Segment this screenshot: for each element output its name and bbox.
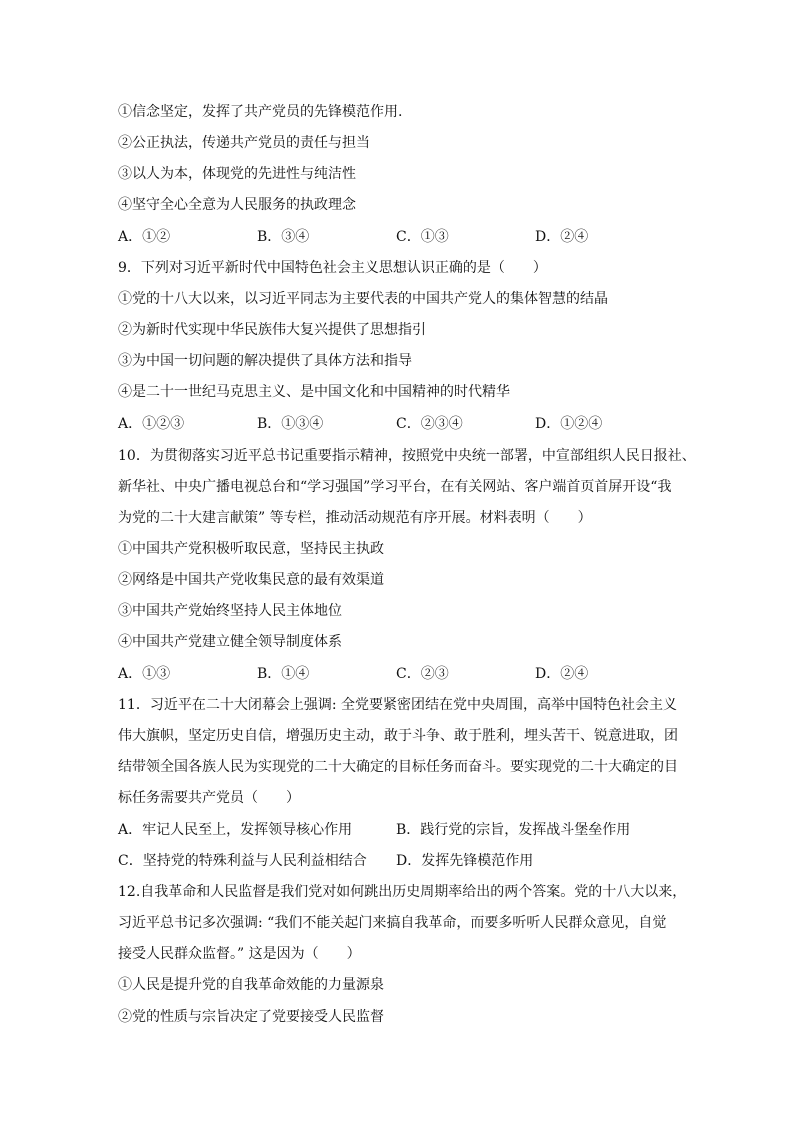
q8-option-a: A．①② (118, 229, 171, 245)
q8-options (118, 227, 678, 247)
q10-options (118, 664, 678, 684)
q12-item-1: ①人民是提升党的自我革命效能的力量源泉 (118, 977, 384, 993)
q11-options-row-1 (118, 820, 678, 840)
q8-item-3: ③以人为本，体现党的先进性与纯洁性 (118, 166, 356, 182)
q9-item-1: ①党的十八大以来，以习近平同志为主要代表的中国共产党人的集体智慧的结晶 (118, 291, 608, 307)
q12-stem-line-2: 习近平总书记多次强调: “我们不能关起门来搞自我革命，而要多听听人民群众意见，自觉 (118, 915, 667, 931)
q9-option-c: C．②③④ (396, 416, 463, 432)
q9-option-a: A．①②③ (118, 416, 185, 432)
q11-option-c: C．坚持党的特殊利益与人民利益相结合 (118, 853, 367, 869)
q9-item-2: ②为新时代实现中华民族伟大复兴提供了思想指引 (118, 322, 426, 338)
q9-stem: 9．下列对习近平新时代中国特色社会主义思想认识正确的是（ ） (118, 260, 547, 276)
q8-option-c: C．①③ (396, 229, 449, 245)
q11-option-d: D．发挥先锋模范作用 (396, 853, 534, 869)
q11-option-a: A．牢记人民至上，发挥领导核心作用 (118, 822, 353, 838)
q12-stem-line-3: 接受人民群众监督。” 这是因为（ ） (118, 946, 361, 962)
q9-options (118, 414, 678, 434)
q9-item-4: ④是二十一世纪马克思主义、是中国文化和中国精神的时代精华 (118, 384, 510, 400)
q10-item-1: ①中国共产党积极听取民意，坚持民主执政 (118, 541, 384, 557)
q10-option-b: B．①④ (257, 666, 310, 682)
q8-option-b: B．③④ (257, 229, 310, 245)
q10-stem-line-1: 10．为贯彻落实习近平总书记重要指示精神，按照党中央统一部署，中宣部组织人民日报社、 (118, 448, 696, 464)
q8-option-d: D．②④ (535, 229, 589, 245)
q8-item-2: ②公正执法，传递共产党员的责任与担当 (118, 135, 370, 151)
q10-item-2: ②网络是中国共产党收集民意的最有效渠道 (118, 572, 384, 588)
q10-stem-line-2: 新华社、中央广播电视总台和“学习强国”学习平台，在有关网站、客户端首页首屏开设“我 (118, 479, 672, 495)
q10-option-a: A．①③ (118, 666, 171, 682)
q12-item-2: ②党的性质与宗旨决定了党要接受人民监督 (118, 1009, 384, 1025)
q9-option-d: D．①②④ (535, 416, 603, 432)
q10-option-d: D．②④ (535, 666, 589, 682)
q11-options-row-2 (118, 851, 678, 871)
q9-item-3: ③为中国一切问题的解决提供了具体方法和指导 (118, 353, 412, 369)
q8-item-4: ④坚守全心全意为人民服务的执政理念 (118, 197, 356, 213)
q11-stem-line-1: 11．习近平在二十大闭幕会上强调: 全党要紧密团结在党中央周围，高举中国特色社会主义 (118, 697, 677, 713)
q8-item-1: ①信念坚定，发挥了共产党员的先锋模范作用. (118, 104, 403, 120)
q11-stem-line-2: 伟大旗帜，坚定历史自信，增强历史主动，敢于斗争、敢于胜利，埋头苦干、锐意进取，团 (118, 728, 678, 744)
q11-stem-line-3: 结带领全国各族人民为实现党的二十大确定的目标任务而奋斗。要实现党的二十大确定的目 (118, 759, 678, 775)
q11-option-b: B．践行党的宗旨，发挥战斗堡垒作用 (396, 822, 631, 838)
q11-stem-line-4: 标任务需要共产党员（ ） (118, 790, 300, 806)
q9-option-b: B．①③④ (257, 416, 324, 432)
q10-stem-line-3: 为党的二十大建言献策” 等专栏，推动活动规范有序开展。材料表明（ ） (118, 510, 592, 526)
q10-item-3: ③中国共产党始终坚持人民主体地位 (118, 603, 342, 619)
q12-stem-line-1: 12.自我革命和人民监督是我们党对如何跳出历史周期率给出的两个答案。党的十八大以来， (118, 884, 687, 900)
q10-item-4: ④中国共产党建立健全领导制度体系 (118, 634, 342, 650)
q10-option-c: C．②③ (396, 666, 449, 682)
